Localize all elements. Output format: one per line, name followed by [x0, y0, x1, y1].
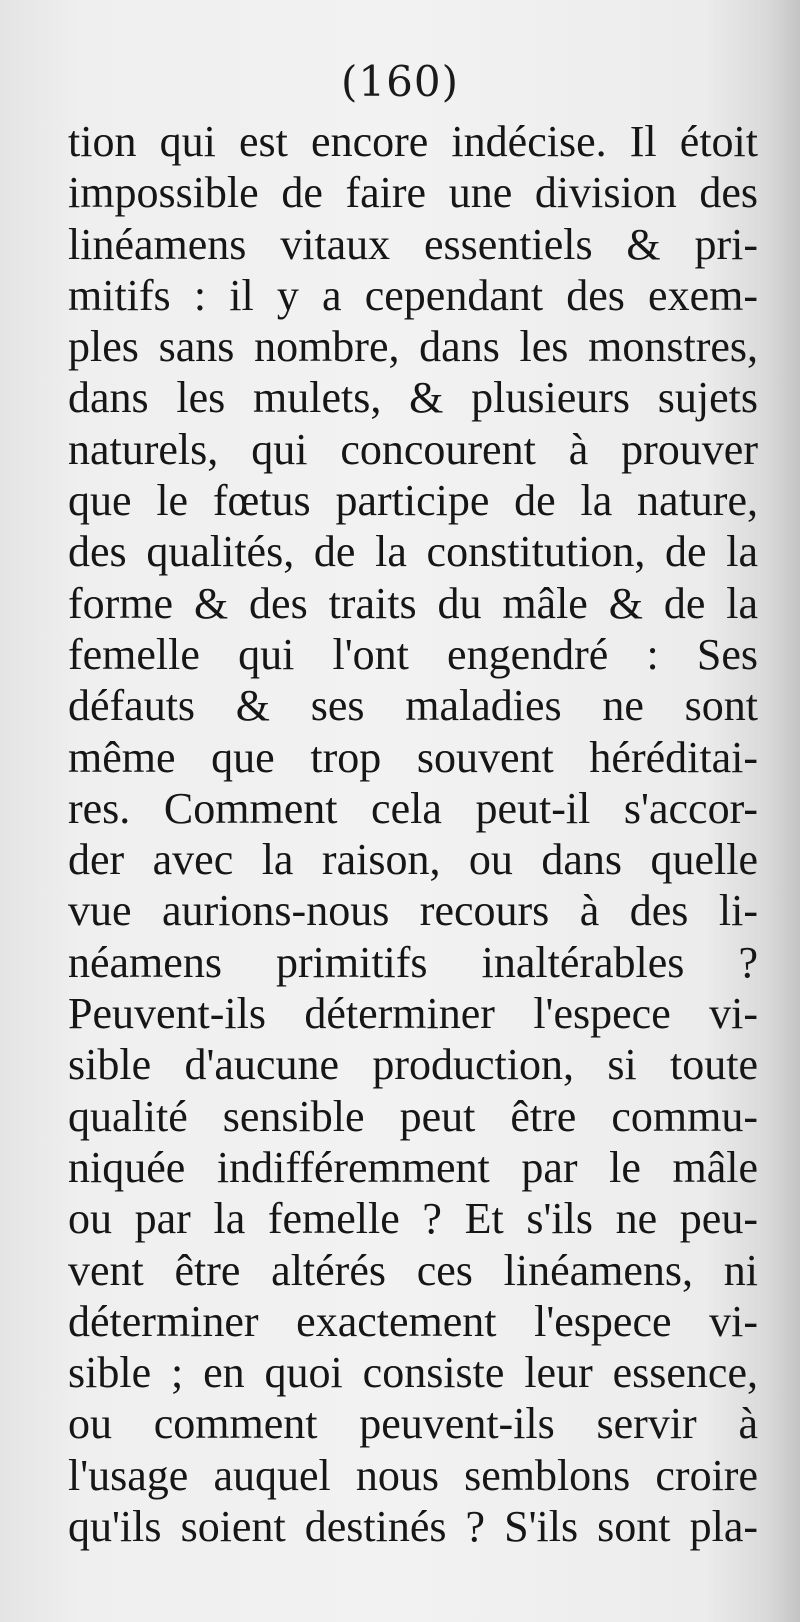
text-line: ou par la femelle ? Et s'ils ne peu-: [68, 1194, 758, 1244]
text-line: néamens primitifs inaltérables ?: [68, 937, 758, 987]
text-line: qu'ils soient destinés ? S'ils sont pla-: [68, 1502, 758, 1552]
text-line: même que trop souvent héréditai-: [68, 732, 758, 782]
text-line: vue aurions-nous recours à des li-: [68, 886, 758, 936]
text-line: niquée indifféremment par le mâle: [68, 1142, 758, 1192]
text-line: ples sans nombre, dans les monstres,: [68, 322, 758, 372]
text-line: der avec la raison, ou dans quelle: [68, 835, 758, 885]
text-line: défauts & ses maladies ne sont: [68, 681, 758, 731]
text-line: que le fœtus participe de la nature,: [68, 476, 758, 526]
body-text: [68, 116, 758, 1552]
text-line: l'usage auquel nous semblons croire: [68, 1450, 758, 1500]
text-line: tion qui est encore indécise. Il étoit: [68, 117, 758, 166]
text-line: qualité sensible peut être commu-: [68, 1091, 758, 1141]
text-line: ou comment peuvent-ils servir à: [68, 1399, 758, 1449]
text-line: femelle qui l'ont engendré : Ses: [68, 629, 758, 679]
page-number: (160): [341, 57, 459, 106]
text-line: Peuvent-ils déterminer l'espece vi-: [68, 989, 758, 1039]
text-line: sible ; en quoi consiste leur essence,: [68, 1348, 758, 1398]
text-line: linéamens vitaux essentiels & pri-: [68, 219, 758, 269]
text-line: déterminer exactement l'espece vi-: [68, 1296, 758, 1346]
text-line: vent être altérés ces linéamens, ni: [68, 1245, 758, 1295]
text-line: impossible de faire une division des: [68, 168, 758, 218]
text-line: sible d'aucune production, si toute: [68, 1040, 758, 1090]
text-line: des qualités, de la constitution, de la: [68, 527, 758, 577]
text-line: forme & des traits du mâle & de la: [68, 578, 758, 628]
text-line: res. Comment cela peut-il s'accor-: [68, 783, 758, 833]
text-line: naturels, qui concourent à prouver: [68, 424, 758, 474]
text-line: dans les mulets, & plusieurs sujets: [68, 373, 758, 423]
text-line: mitifs : il y a cependant des exem-: [68, 270, 758, 320]
